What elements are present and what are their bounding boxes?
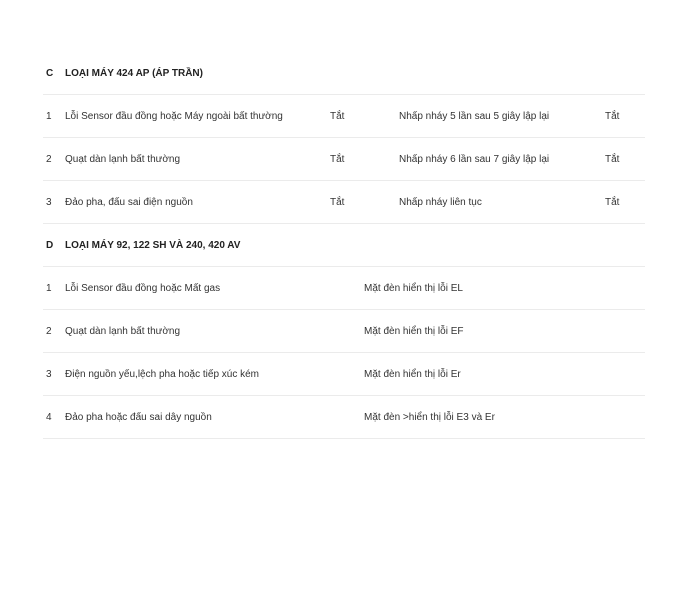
section-heading-d (43, 224, 645, 267)
error-description: Lỗi Sensor đầu đồng hoặc Máy ngoài bất thường (65, 111, 283, 122)
table-row (43, 138, 645, 181)
error-description: Điện nguồn yếu,lệch pha hoặc tiếp xúc kém (65, 369, 260, 380)
table-row (43, 396, 645, 439)
table-row (43, 181, 645, 224)
section-title: LOẠI MÁY 92, 122 SH VÀ 240, 420 AV (65, 240, 241, 251)
table-row (43, 310, 645, 353)
table-row (43, 95, 645, 138)
table-row (43, 353, 645, 396)
section-id: D (46, 240, 54, 251)
row-index: 3 (46, 369, 52, 380)
error-description: Quạt dàn lạnh bất thường (65, 154, 180, 165)
display-message: Mặt đèn hiển thị lỗi Er (364, 369, 461, 380)
error-description: Đảo pha hoặc đấu sai dây nguồn (65, 412, 212, 423)
row-index: 1 (46, 283, 52, 294)
row-index: 2 (46, 326, 52, 337)
led-status-a: Tắt (330, 197, 345, 208)
led-status-c: Tắt (605, 154, 620, 165)
error-description: Lỗi Sensor đầu đồng hoặc Mất gas (65, 283, 221, 294)
row-index: 2 (46, 154, 52, 165)
section-id: C (46, 68, 54, 79)
led-status-a: Tắt (330, 154, 345, 165)
led-status-b: Nhấp nháy liên tục (399, 197, 482, 208)
led-status-b: Nhấp nháy 5 lần sau 5 giây lập lại (399, 111, 550, 122)
section-heading-c (43, 52, 645, 95)
display-message: Mặt đèn hiển thị lỗi EF (364, 326, 464, 337)
error-description: Đảo pha, đấu sai điện nguồn (65, 197, 193, 208)
error-description: Quạt dàn lạnh bất thường (65, 326, 180, 337)
section-title: LOẠI MÁY 424 AP (ÁP TRẦN) (65, 68, 203, 79)
led-status-c: Tắt (605, 197, 620, 208)
led-status-a: Tắt (330, 111, 345, 122)
row-index: 4 (46, 412, 52, 423)
display-message: Mặt đèn >hiển thị lỗi E3 và Er (364, 412, 495, 423)
error-code-table (43, 52, 645, 439)
led-status-c: Tắt (605, 111, 620, 122)
display-message: Mặt đèn hiển thị lỗi EL (364, 283, 463, 294)
table-row (43, 267, 645, 310)
led-status-b: Nhấp nháy 6 lần sau 7 giây lập lại (399, 154, 550, 165)
row-index: 1 (46, 111, 52, 122)
row-index: 3 (46, 197, 52, 208)
